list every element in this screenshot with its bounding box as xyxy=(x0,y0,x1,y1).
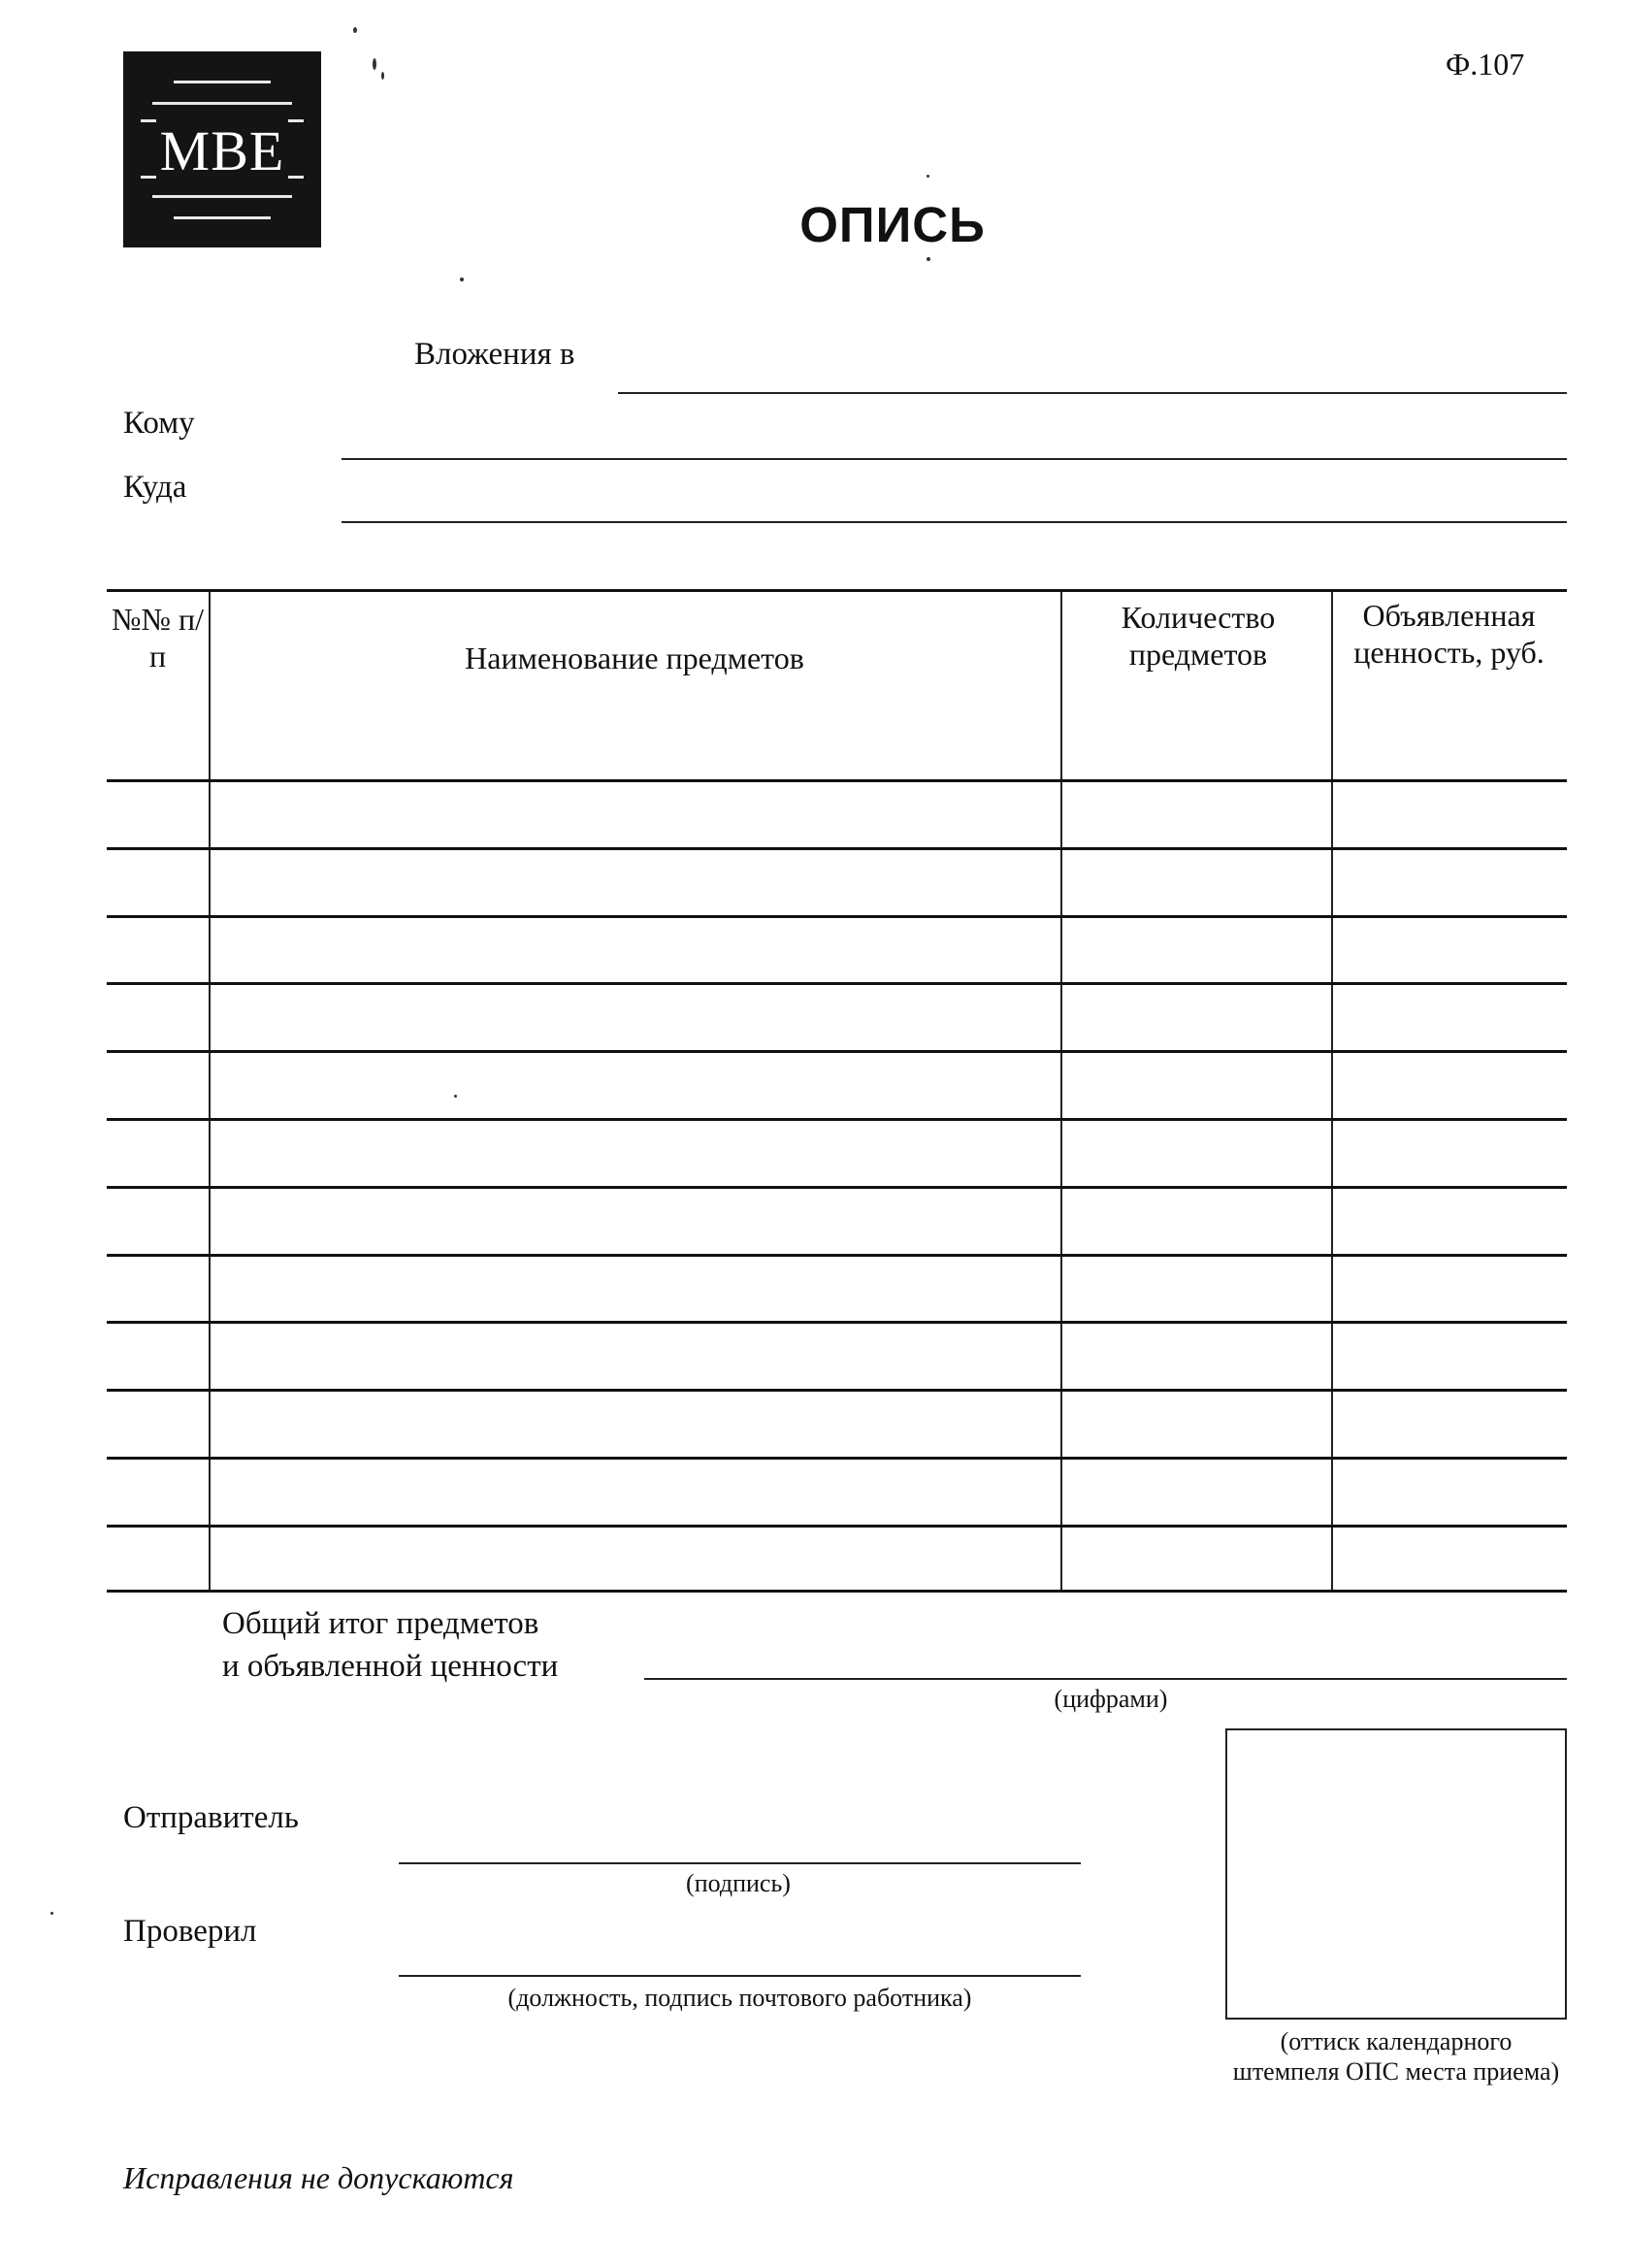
table-top-border xyxy=(107,589,1567,592)
table-row[interactable] xyxy=(107,1118,1567,1121)
table-row[interactable] xyxy=(107,1254,1567,1257)
logo-stripe xyxy=(174,216,271,219)
address-label: Куда xyxy=(123,470,187,505)
scan-speck xyxy=(454,1095,457,1098)
contents-label: Вложения в xyxy=(414,337,575,372)
logo-stripe xyxy=(152,102,292,105)
scan-speck xyxy=(353,27,357,33)
table-row[interactable] xyxy=(107,1457,1567,1460)
logo-stripe xyxy=(152,195,292,198)
recipient-label: Кому xyxy=(123,406,195,441)
table-bottom-border xyxy=(107,1590,1567,1593)
column-divider xyxy=(209,589,211,1593)
stamp-box xyxy=(1225,1728,1567,2020)
mbe-logo xyxy=(123,51,321,247)
column-divider xyxy=(1331,589,1333,1593)
column-header-name: Наименование предметов xyxy=(465,641,804,675)
column-header-number: №№ п/п xyxy=(111,602,205,674)
column-divider xyxy=(1060,589,1062,1593)
sender-signature-field[interactable] xyxy=(399,1862,1081,1864)
address-field[interactable] xyxy=(342,521,1567,523)
table-row[interactable] xyxy=(107,982,1567,985)
footer-note: Исправления не допускаются xyxy=(123,2160,514,2195)
checked-signature-field[interactable] xyxy=(399,1975,1081,1977)
scan-speck xyxy=(927,175,929,178)
scan-speck xyxy=(927,257,930,261)
checked-caption: (должность, подпись почтового работника) xyxy=(507,1984,972,2012)
table-row[interactable] xyxy=(107,779,1567,782)
total-field[interactable] xyxy=(644,1678,1567,1680)
column-header-value: Объявленная ценность, руб. xyxy=(1353,598,1545,670)
stamp-caption: (оттиск календарного штемпеля ОПС места приема) xyxy=(1232,2027,1560,2086)
scan-speck xyxy=(373,58,376,70)
logo-wordmark: MBE xyxy=(123,123,321,180)
sender-caption: (подпись) xyxy=(686,1869,791,1897)
scan-speck xyxy=(50,1912,53,1915)
table-row[interactable] xyxy=(107,1050,1567,1053)
total-label-line2: и объявленной ценности xyxy=(222,1649,559,1684)
table-row[interactable] xyxy=(107,847,1567,850)
checked-label: Проверил xyxy=(123,1914,257,1949)
scan-speck xyxy=(381,72,384,80)
total-caption: (цифрами) xyxy=(1054,1685,1168,1713)
form-code: Ф.107 xyxy=(1446,47,1525,82)
sender-label: Отправитель xyxy=(123,1800,299,1835)
inventory-table xyxy=(107,589,1567,1593)
table-row[interactable] xyxy=(107,1525,1567,1528)
table-row[interactable] xyxy=(107,1186,1567,1189)
table-row[interactable] xyxy=(107,915,1567,918)
total-label xyxy=(222,1602,558,1688)
column-header-quantity: Количество предметов xyxy=(1121,600,1276,672)
total-label-line1: Общий итог предметов xyxy=(222,1606,539,1641)
contents-field[interactable] xyxy=(618,392,1567,394)
logo-stripe xyxy=(174,81,271,83)
scan-speck xyxy=(460,278,464,281)
table-row[interactable] xyxy=(107,1321,1567,1324)
table-row[interactable] xyxy=(107,1389,1567,1392)
page-title: ОПИСЬ xyxy=(799,197,986,252)
recipient-field[interactable] xyxy=(342,458,1567,460)
